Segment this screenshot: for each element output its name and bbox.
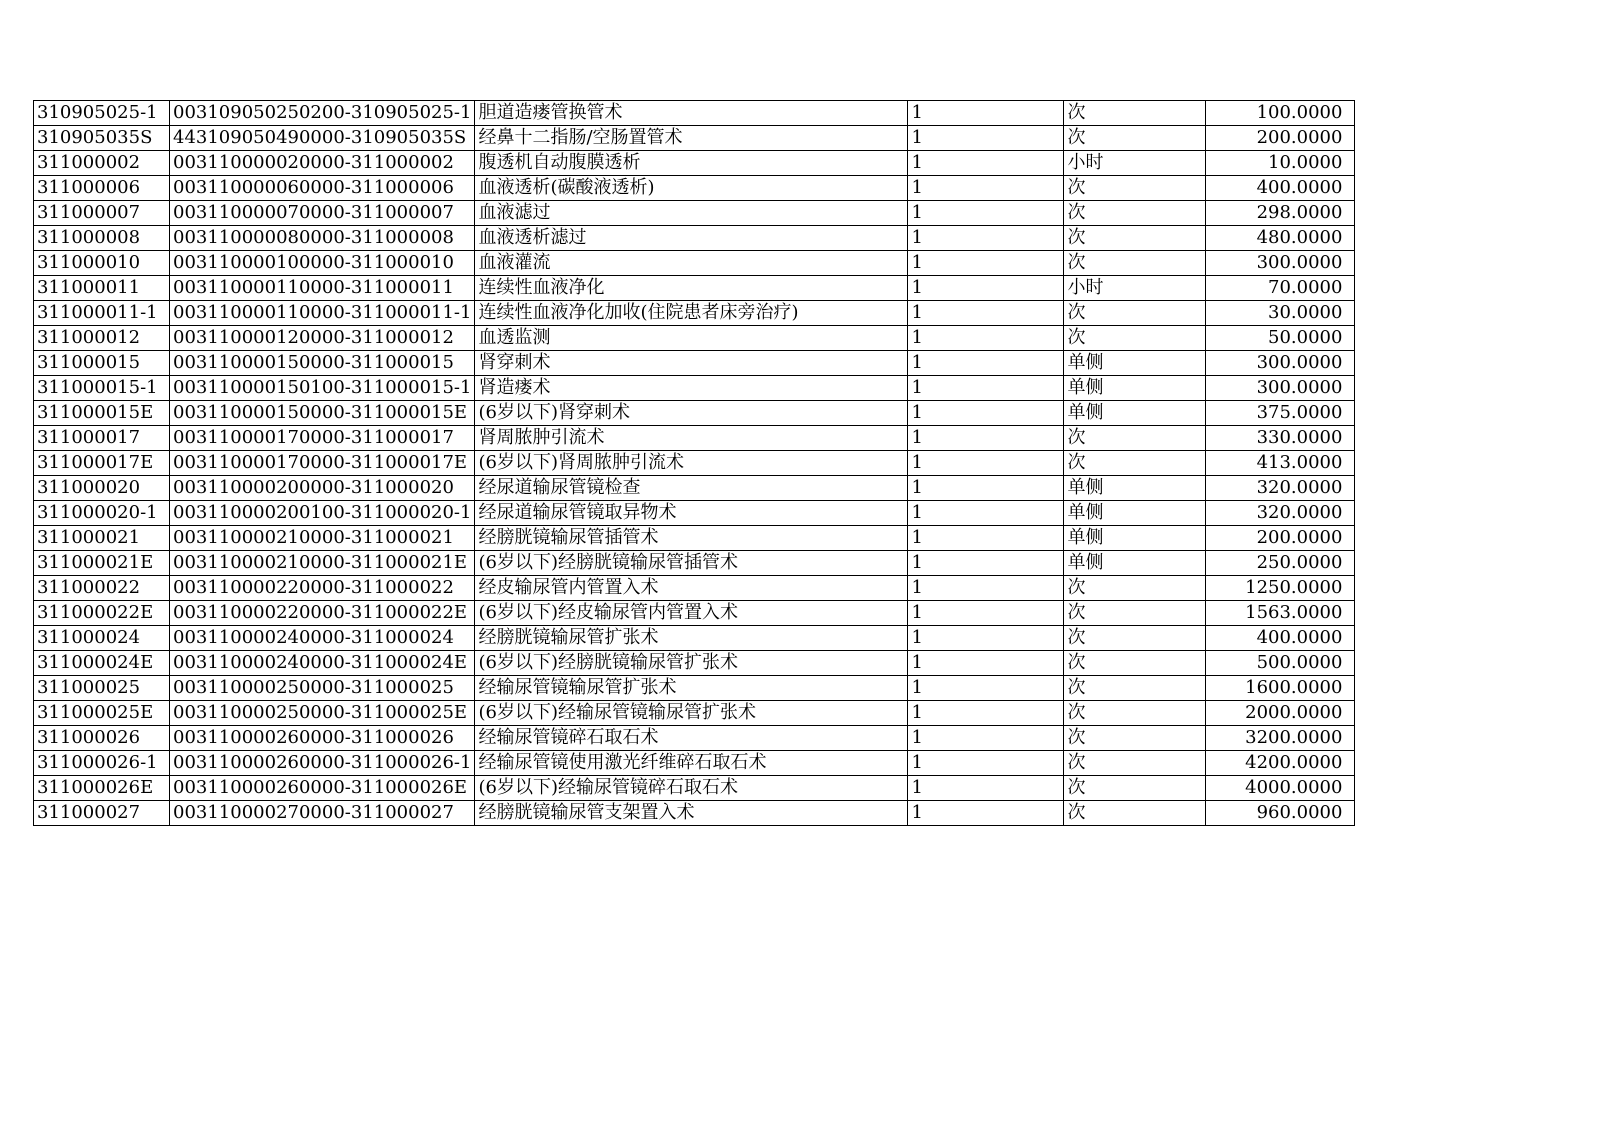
full-code-cell: 003110000220000-311000022 — [170, 576, 475, 601]
item-name-cell: 经皮输尿管内管置入术 — [475, 576, 908, 601]
price-cell: 50.0000 — [1206, 326, 1355, 351]
price-cell: 100.0000 — [1206, 101, 1355, 126]
item-name-cell: 经尿道输尿管镜检查 — [475, 476, 908, 501]
item-name-cell: 血液透析(碳酸液透析) — [475, 176, 908, 201]
item-code-cell: 311000026-1 — [34, 751, 170, 776]
item-code-cell: 311000024E — [34, 651, 170, 676]
item-code-cell: 311000022 — [34, 576, 170, 601]
item-name-cell: 经膀胱镜输尿管插管术 — [475, 526, 908, 551]
full-code-cell: 003109050250200-310905025-1 — [170, 101, 475, 126]
price-cell: 300.0000 — [1206, 351, 1355, 376]
table-row — [34, 676, 1355, 701]
item-code-cell: 311000006 — [34, 176, 170, 201]
table-row — [34, 576, 1355, 601]
price-cell: 70.0000 — [1206, 276, 1355, 301]
quantity-cell: 1 — [908, 751, 1064, 776]
table-row — [34, 601, 1355, 626]
table-row — [34, 801, 1355, 826]
item-name-cell: 肾穿刺术 — [475, 351, 908, 376]
quantity-cell: 1 — [908, 801, 1064, 826]
unit-cell: 次 — [1064, 801, 1206, 826]
table-row — [34, 726, 1355, 751]
quantity-cell: 1 — [908, 151, 1064, 176]
item-name-cell: 肾造瘘术 — [475, 376, 908, 401]
unit-cell: 单侧 — [1064, 351, 1206, 376]
unit-cell: 次 — [1064, 626, 1206, 651]
price-cell: 300.0000 — [1206, 376, 1355, 401]
item-code-cell: 311000017E — [34, 451, 170, 476]
unit-cell: 次 — [1064, 651, 1206, 676]
unit-cell: 次 — [1064, 451, 1206, 476]
quantity-cell: 1 — [908, 376, 1064, 401]
item-code-cell: 311000002 — [34, 151, 170, 176]
item-code-cell: 311000011 — [34, 276, 170, 301]
price-cell: 320.0000 — [1206, 501, 1355, 526]
item-code-cell: 311000020 — [34, 476, 170, 501]
quantity-cell: 1 — [908, 176, 1064, 201]
price-cell: 10.0000 — [1206, 151, 1355, 176]
item-name-cell: 经输尿管镜使用激光纤维碎石取石术 — [475, 751, 908, 776]
quantity-cell: 1 — [908, 126, 1064, 151]
full-code-cell: 003110000220000-311000022E — [170, 601, 475, 626]
item-name-cell: 血液透析滤过 — [475, 226, 908, 251]
unit-cell: 次 — [1064, 251, 1206, 276]
unit-cell: 次 — [1064, 776, 1206, 801]
price-cell: 375.0000 — [1206, 401, 1355, 426]
price-cell: 330.0000 — [1206, 426, 1355, 451]
unit-cell: 次 — [1064, 301, 1206, 326]
price-cell: 200.0000 — [1206, 526, 1355, 551]
unit-cell: 单侧 — [1064, 501, 1206, 526]
quantity-cell: 1 — [908, 426, 1064, 451]
item-name-cell: (6岁以下)经输尿管镜输尿管扩张术 — [475, 701, 908, 726]
table-row — [34, 276, 1355, 301]
unit-cell: 单侧 — [1064, 526, 1206, 551]
price-cell: 413.0000 — [1206, 451, 1355, 476]
full-code-cell: 003110000260000-311000026E — [170, 776, 475, 801]
item-code-cell: 311000020-1 — [34, 501, 170, 526]
full-code-cell: 003110000150100-311000015-1 — [170, 376, 475, 401]
unit-cell: 次 — [1064, 126, 1206, 151]
price-cell: 200.0000 — [1206, 126, 1355, 151]
table-row — [34, 401, 1355, 426]
quantity-cell: 1 — [908, 676, 1064, 701]
item-name-cell: 血透监测 — [475, 326, 908, 351]
full-code-cell: 443109050490000-310905035S — [170, 126, 475, 151]
quantity-cell: 1 — [908, 451, 1064, 476]
table-row — [34, 551, 1355, 576]
full-code-cell: 003110000240000-311000024 — [170, 626, 475, 651]
quantity-cell: 1 — [908, 351, 1064, 376]
table-row — [34, 376, 1355, 401]
full-code-cell: 003110000200000-311000020 — [170, 476, 475, 501]
full-code-cell: 003110000260000-311000026 — [170, 726, 475, 751]
full-code-cell: 003110000080000-311000008 — [170, 226, 475, 251]
item-name-cell: 经输尿管镜碎石取石术 — [475, 726, 908, 751]
item-name-cell: 经鼻十二指肠/空肠置管术 — [475, 126, 908, 151]
table-row — [34, 101, 1355, 126]
table-row — [34, 476, 1355, 501]
full-code-cell: 003110000100000-311000010 — [170, 251, 475, 276]
table-row — [34, 751, 1355, 776]
price-cell: 1250.0000 — [1206, 576, 1355, 601]
table-row — [34, 351, 1355, 376]
price-cell: 960.0000 — [1206, 801, 1355, 826]
table-row — [34, 426, 1355, 451]
item-name-cell: (6岁以下)经皮输尿管内管置入术 — [475, 601, 908, 626]
fee-table-body — [34, 101, 1355, 826]
item-code-cell: 311000021 — [34, 526, 170, 551]
price-cell: 30.0000 — [1206, 301, 1355, 326]
table-row — [34, 201, 1355, 226]
price-cell: 300.0000 — [1206, 251, 1355, 276]
quantity-cell: 1 — [908, 701, 1064, 726]
item-code-cell: 311000008 — [34, 226, 170, 251]
unit-cell: 小时 — [1064, 151, 1206, 176]
quantity-cell: 1 — [908, 326, 1064, 351]
quantity-cell: 1 — [908, 526, 1064, 551]
quantity-cell: 1 — [908, 576, 1064, 601]
item-name-cell: 经尿道输尿管镜取异物术 — [475, 501, 908, 526]
item-code-cell: 311000025E — [34, 701, 170, 726]
unit-cell: 次 — [1064, 576, 1206, 601]
unit-cell: 次 — [1064, 676, 1206, 701]
price-cell: 4200.0000 — [1206, 751, 1355, 776]
quantity-cell: 1 — [908, 301, 1064, 326]
quantity-cell: 1 — [908, 726, 1064, 751]
item-name-cell: 经膀胱镜输尿管扩张术 — [475, 626, 908, 651]
item-code-cell: 311000010 — [34, 251, 170, 276]
item-code-cell: 311000025 — [34, 676, 170, 701]
price-cell: 500.0000 — [1206, 651, 1355, 676]
price-cell: 250.0000 — [1206, 551, 1355, 576]
item-code-cell: 311000017 — [34, 426, 170, 451]
full-code-cell: 003110000070000-311000007 — [170, 201, 475, 226]
table-row — [34, 651, 1355, 676]
quantity-cell: 1 — [908, 251, 1064, 276]
item-name-cell: (6岁以下)经输尿管镜碎石取石术 — [475, 776, 908, 801]
unit-cell: 次 — [1064, 751, 1206, 776]
full-code-cell: 003110000260000-311000026-1 — [170, 751, 475, 776]
item-code-cell: 311000007 — [34, 201, 170, 226]
unit-cell: 次 — [1064, 226, 1206, 251]
full-code-cell: 003110000270000-311000027 — [170, 801, 475, 826]
unit-cell: 次 — [1064, 326, 1206, 351]
full-code-cell: 003110000170000-311000017 — [170, 426, 475, 451]
item-name-cell: 连续性血液净化加收(住院患者床旁治疗) — [475, 301, 908, 326]
table-row — [34, 501, 1355, 526]
table-row — [34, 151, 1355, 176]
table-row — [34, 251, 1355, 276]
unit-cell: 次 — [1064, 426, 1206, 451]
item-name-cell: 连续性血液净化 — [475, 276, 908, 301]
table-row — [34, 776, 1355, 801]
unit-cell: 次 — [1064, 176, 1206, 201]
item-code-cell: 310905025-1 — [34, 101, 170, 126]
table-row — [34, 226, 1355, 251]
item-code-cell: 310905035S — [34, 126, 170, 151]
price-cell: 4000.0000 — [1206, 776, 1355, 801]
full-code-cell: 003110000110000-311000011 — [170, 276, 475, 301]
item-name-cell: 血液滤过 — [475, 201, 908, 226]
quantity-cell: 1 — [908, 626, 1064, 651]
table-row — [34, 451, 1355, 476]
item-code-cell: 311000015E — [34, 401, 170, 426]
full-code-cell: 003110000170000-311000017E — [170, 451, 475, 476]
unit-cell: 单侧 — [1064, 376, 1206, 401]
full-code-cell: 003110000060000-311000006 — [170, 176, 475, 201]
item-name-cell: (6岁以下)经膀胱镜输尿管扩张术 — [475, 651, 908, 676]
item-code-cell: 311000024 — [34, 626, 170, 651]
item-code-cell: 311000022E — [34, 601, 170, 626]
unit-cell: 次 — [1064, 201, 1206, 226]
full-code-cell: 003110000150000-311000015 — [170, 351, 475, 376]
price-cell: 400.0000 — [1206, 626, 1355, 651]
item-name-cell: (6岁以下)肾周脓肿引流术 — [475, 451, 908, 476]
full-code-cell: 003110000210000-311000021 — [170, 526, 475, 551]
item-name-cell: (6岁以下)经膀胱镜输尿管插管术 — [475, 551, 908, 576]
quantity-cell: 1 — [908, 551, 1064, 576]
item-code-cell: 311000015 — [34, 351, 170, 376]
item-code-cell: 311000021E — [34, 551, 170, 576]
table-row — [34, 701, 1355, 726]
quantity-cell: 1 — [908, 651, 1064, 676]
item-code-cell: 311000011-1 — [34, 301, 170, 326]
item-name-cell: 血液灌流 — [475, 251, 908, 276]
quantity-cell: 1 — [908, 276, 1064, 301]
item-code-cell: 311000015-1 — [34, 376, 170, 401]
unit-cell: 单侧 — [1064, 551, 1206, 576]
quantity-cell: 1 — [908, 476, 1064, 501]
unit-cell: 小时 — [1064, 276, 1206, 301]
full-code-cell: 003110000210000-311000021E — [170, 551, 475, 576]
fee-table — [33, 100, 1355, 826]
full-code-cell: 003110000240000-311000024E — [170, 651, 475, 676]
table-row — [34, 301, 1355, 326]
table-row — [34, 526, 1355, 551]
unit-cell: 单侧 — [1064, 476, 1206, 501]
item-name-cell: 经输尿管镜输尿管扩张术 — [475, 676, 908, 701]
unit-cell: 次 — [1064, 101, 1206, 126]
unit-cell: 次 — [1064, 726, 1206, 751]
price-cell: 298.0000 — [1206, 201, 1355, 226]
table-row — [34, 176, 1355, 201]
item-name-cell: 经膀胱镜输尿管支架置入术 — [475, 801, 908, 826]
full-code-cell: 003110000250000-311000025 — [170, 676, 475, 701]
quantity-cell: 1 — [908, 401, 1064, 426]
item-name-cell: 腹透机自动腹膜透析 — [475, 151, 908, 176]
full-code-cell: 003110000110000-311000011-1 — [170, 301, 475, 326]
table-row — [34, 626, 1355, 651]
unit-cell: 次 — [1064, 601, 1206, 626]
quantity-cell: 1 — [908, 776, 1064, 801]
full-code-cell: 003110000120000-311000012 — [170, 326, 475, 351]
unit-cell: 单侧 — [1064, 401, 1206, 426]
quantity-cell: 1 — [908, 501, 1064, 526]
item-code-cell: 311000026E — [34, 776, 170, 801]
quantity-cell: 1 — [908, 601, 1064, 626]
full-code-cell: 003110000020000-311000002 — [170, 151, 475, 176]
item-code-cell: 311000026 — [34, 726, 170, 751]
table-row — [34, 326, 1355, 351]
quantity-cell: 1 — [908, 201, 1064, 226]
price-cell: 1563.0000 — [1206, 601, 1355, 626]
quantity-cell: 1 — [908, 226, 1064, 251]
price-cell: 2000.0000 — [1206, 701, 1355, 726]
price-cell: 480.0000 — [1206, 226, 1355, 251]
table-row — [34, 126, 1355, 151]
unit-cell: 次 — [1064, 701, 1206, 726]
item-code-cell: 311000027 — [34, 801, 170, 826]
full-code-cell: 003110000150000-311000015E — [170, 401, 475, 426]
price-cell: 400.0000 — [1206, 176, 1355, 201]
full-code-cell: 003110000250000-311000025E — [170, 701, 475, 726]
item-code-cell: 311000012 — [34, 326, 170, 351]
price-cell: 3200.0000 — [1206, 726, 1355, 751]
item-name-cell: (6岁以下)肾穿刺术 — [475, 401, 908, 426]
price-cell: 320.0000 — [1206, 476, 1355, 501]
quantity-cell: 1 — [908, 101, 1064, 126]
full-code-cell: 003110000200100-311000020-1 — [170, 501, 475, 526]
item-name-cell: 肾周脓肿引流术 — [475, 426, 908, 451]
price-cell: 1600.0000 — [1206, 676, 1355, 701]
item-name-cell: 胆道造瘘管换管术 — [475, 101, 908, 126]
